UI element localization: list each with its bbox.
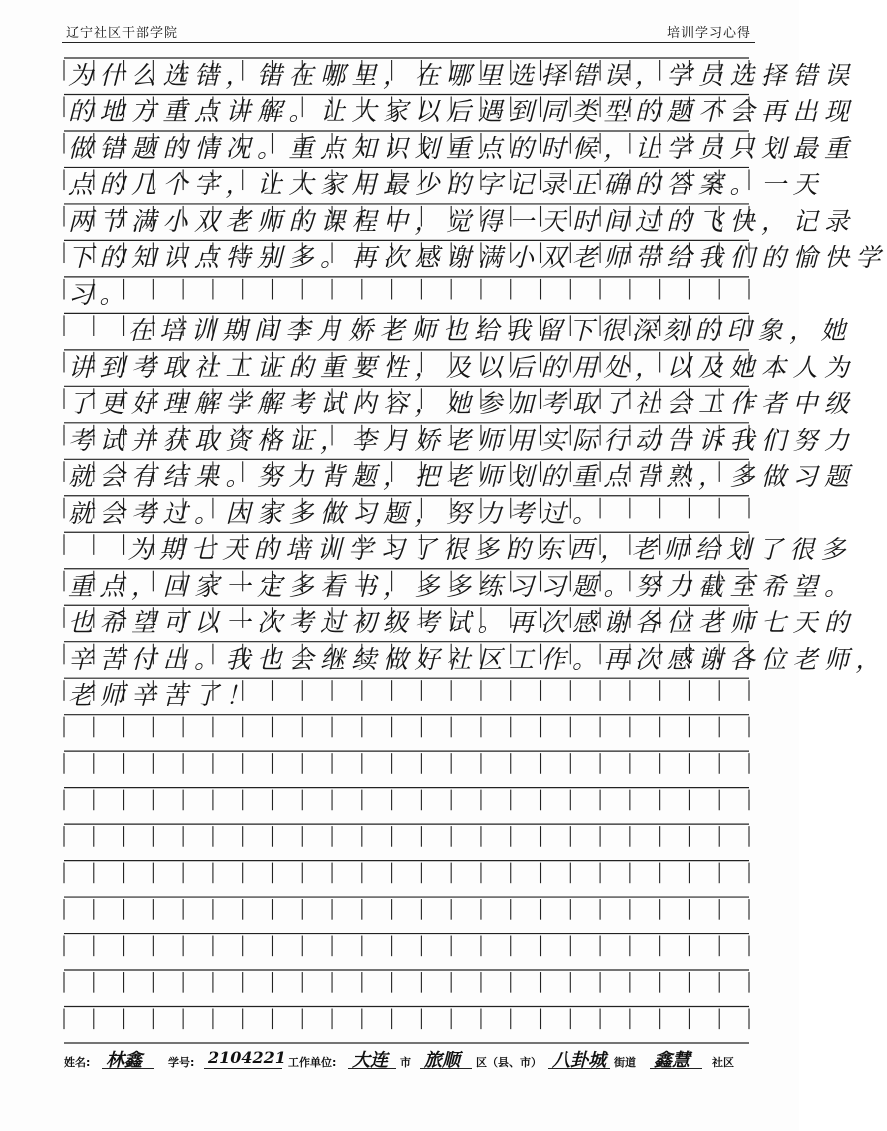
district-value: 旅顺	[424, 1050, 460, 1071]
community-value: 鑫慧	[654, 1050, 690, 1071]
city-suffix: 市	[400, 1056, 411, 1069]
text-line: 的地方重点讲解。让大家以后遇到同类型的题不会再出现	[68, 97, 856, 127]
community-underline	[650, 1068, 702, 1069]
text-line: 为什么选错，错在哪里，在哪里选择错误，学员选择错误	[68, 61, 856, 90]
footer-info	[62, 1046, 762, 1074]
name-label: 姓名:	[64, 1056, 91, 1069]
district-suffix: 区（县、市）	[476, 1056, 542, 1069]
text-line: 就会有结果。努力背题，把老师划的重点背熟，多做习题	[68, 462, 856, 492]
header-rule	[62, 42, 755, 43]
text-line: 辛苦付出。我也会继续做好社区工作。再次感谢各位老师，	[68, 644, 887, 674]
city-underline	[348, 1068, 396, 1069]
text-line: 点的几个字，让大家用最少的字记录正确的答案。一天	[68, 170, 825, 200]
text-line: 习。	[68, 279, 132, 309]
work-unit-label: 工作单位:	[288, 1056, 337, 1069]
text-line: 老师辛苦了！	[68, 681, 258, 711]
text-line: 也希望可以一次考过初级考试。再次感谢各位老师七天的	[68, 608, 856, 638]
street-underline	[548, 1068, 610, 1069]
text-line: 就会考过。因家多做习题，努力考过。	[68, 498, 604, 528]
community-suffix: 社区	[712, 1056, 734, 1069]
street-value: 八卦城	[552, 1050, 606, 1071]
name-underline	[102, 1068, 154, 1069]
text-line: 了更好理解学解考试内容，她参加考取了社会工作者中级	[68, 389, 856, 419]
writing-grid	[64, 58, 887, 1043]
street-suffix: 街道	[614, 1056, 636, 1069]
header-document-title: 培训学习心得	[666, 26, 751, 41]
text-line: 讲到考取社工证的重要性，及以后的用处，以及她本人为	[68, 352, 856, 382]
text-line: 做错题的情况。重点知识划重点的时候，让学员只划最重	[68, 133, 856, 163]
id-value: 2104221	[208, 1048, 286, 1067]
text-line: 重点，回家一定多看书，多多练习习题。努力截至希望。	[68, 571, 856, 601]
text-line: 在培训期间李月娇老师也给我留下很深刻的印象，她	[127, 316, 853, 346]
text-line: 两节满小双老师的课程中，觉得一天时间过的飞快，记录	[68, 206, 856, 236]
city-value: 大连	[352, 1050, 388, 1071]
name-value: 林鑫	[106, 1050, 142, 1071]
header-institution: 辽宁社区干部学院	[66, 26, 179, 41]
text-line: 考试并获取资格证，李月娇老师用实际行动告诉我们努力	[68, 425, 856, 455]
text-line: 下的知识点特别多。再次感谢满小双老师带给我们的愉快学	[68, 243, 887, 273]
id-underline	[204, 1068, 282, 1069]
text-line: 为期七天的培训学习了很多的东西，老师给划了很多	[127, 535, 853, 565]
id-label: 学号:	[168, 1056, 195, 1069]
district-underline	[420, 1068, 472, 1069]
